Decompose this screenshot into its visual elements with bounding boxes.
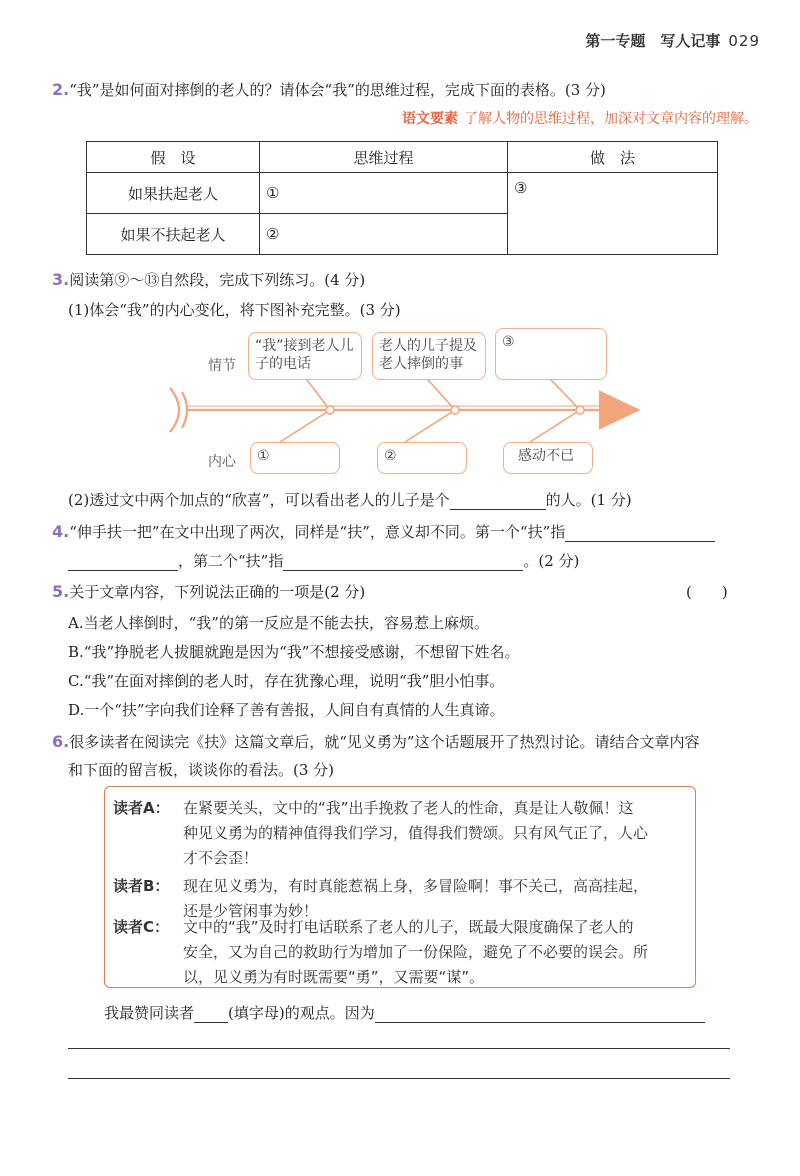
answer-prompt-text: (填字母)的观点。因为 [228,1004,375,1022]
answer-prompt [104,1003,705,1023]
plot-box-1: “我”接到老人儿子的电话 [248,332,362,380]
question-number: 2. [52,80,70,99]
question-5 [52,582,365,602]
table-header: 假 设 [87,142,260,173]
section-title: 第一专题 写人记事 [585,32,721,50]
question-text: “我”是如何面对摔倒的老人的？请体会“我”的思维过程，完成下面的表格。(3 分) [69,81,606,99]
joint [326,406,334,414]
heart-box-1[interactable]: ① [250,442,340,474]
reader-line: 还是少管闲事为妙！ [183,902,319,920]
question-6 [52,732,700,752]
answer-prompt-text: 我最赞同读者 [104,1004,195,1022]
sub-question-text: (2)透过文中两个加点的“欣喜”，可以看出老人的儿子是个 [68,491,450,509]
joint [451,406,459,414]
learning-goal-tag: 语文要素 [402,111,458,127]
reader-name: 读者B： [113,877,170,895]
answer-blank[interactable] [450,493,546,510]
heart-box-3: 感动不已 [503,442,593,474]
plot-box-2: 老人的儿子提及老人摔倒的事 [372,332,486,380]
answer-cell[interactable]: ③ [508,173,718,255]
question-number: 5. [52,582,70,601]
reader-line: 安全，又为自己的救助行为增加了一份保险，避免了不必要的误会。所 [183,943,649,961]
reader-line: 在紧要关头，文中的“我”出手挽救了老人的性命，真是让人敬佩！这 [183,799,634,817]
answer-blank[interactable] [565,525,715,542]
question-text: ，第二个“扶”指 [178,552,284,570]
joint [576,406,584,414]
reader-name: 读者A： [113,799,170,817]
reader-line: 文中的“我”及时打电话联系了老人的儿子，既最大限度确保了老人的 [183,918,634,936]
message-board [104,786,696,988]
question-text: 关于文章内容，下列说法正确的一项是(2 分) [69,583,366,601]
label-plot: 情节 [208,358,236,374]
answer-blank[interactable] [68,554,178,571]
reader-line: 才不会歪！ [183,849,259,867]
sub-question-2 [68,490,632,510]
table-header: 思维过程 [260,142,508,173]
reader-line: 现在见义勇为，有时真能惹祸上身，多冒险啊！事不关己，高高挂起， [183,877,649,895]
question-number: 4. [52,522,70,541]
answer-blank[interactable] [194,1006,228,1023]
page-header [585,30,760,51]
answer-line[interactable] [68,1048,730,1049]
question-text: 阅读第⑨～⑬自然段，完成下列练习。(4 分) [69,271,366,289]
table-cell: 如果扶起老人 [87,173,260,214]
learning-goal-text: 了解人物的思维过程，加深对文章内容的理解。 [464,111,758,127]
question-2 [52,80,606,100]
reader-a [113,796,693,871]
page-number: 029 [728,32,760,50]
question-6-cont: 和下面的留言板，谈谈你的看法。(3 分) [68,761,335,779]
learning-goal [402,108,758,128]
option-c[interactable]: C.“我”在面对摔倒的老人时，存在犹豫心理，说明“我”胆小怕事。 [68,672,505,690]
answer-blank[interactable] [375,1006,705,1023]
option-b[interactable]: B.“我”挣脱老人拔腿就跑是因为“我”不想接受感谢，不想留下姓名。 [68,643,520,661]
thinking-table [86,141,718,255]
answer-cell[interactable]: ① [260,173,508,214]
table-cell: 如果不扶起老人 [87,214,260,255]
reader-c [113,915,693,990]
question-text: 。(2 分) [523,552,580,570]
answer-cell[interactable]: ② [260,214,508,255]
question-text: 很多读者在阅读完《扶》这篇文章后，就“见义勇为”这个话题展开了热烈讨论。请结合文章内容 [69,733,700,751]
reader-line: 以，见义勇为有时既需要“勇”，又需要“谋”。 [183,968,485,986]
reader-name: 读者C： [113,918,170,936]
question-number: 6. [52,732,70,751]
label-heart: 内心 [208,454,236,470]
question-text: “伸手扶一把”在文中出现了两次，同样是“扶”，意义却不同。第一个“扶”指 [69,523,566,541]
question-number: 3. [52,270,70,289]
answer-line[interactable] [68,1078,730,1079]
fish-head [600,392,638,428]
sub-question-text: 的人。(1 分) [545,491,632,509]
reader-line: 种见义勇为的精神值得我们学习，值得我们赞颂。只有风气正了，人心 [183,824,649,842]
question-4-cont [68,551,579,571]
heart-box-2[interactable]: ② [377,442,467,474]
fish-tail [170,388,179,432]
table-header: 做 法 [508,142,718,173]
fish-tail-inner [182,392,187,428]
sub-question-1: (1)体会“我”的内心变化，将下图补充完整。(3 分) [68,301,401,319]
answer-paren[interactable]: ( ) [686,583,728,601]
question-4 [52,522,715,542]
option-a[interactable]: A.当老人摔倒时，“我”的第一反应是不能去扶，容易惹上麻烦。 [68,614,489,632]
plot-box-3[interactable]: ③ [495,328,607,380]
answer-blank[interactable] [283,554,523,571]
question-3 [52,270,365,290]
option-d[interactable]: D.一个“扶”字向我们诠释了善有善报，人间自有真情的人生真谛。 [68,701,505,719]
